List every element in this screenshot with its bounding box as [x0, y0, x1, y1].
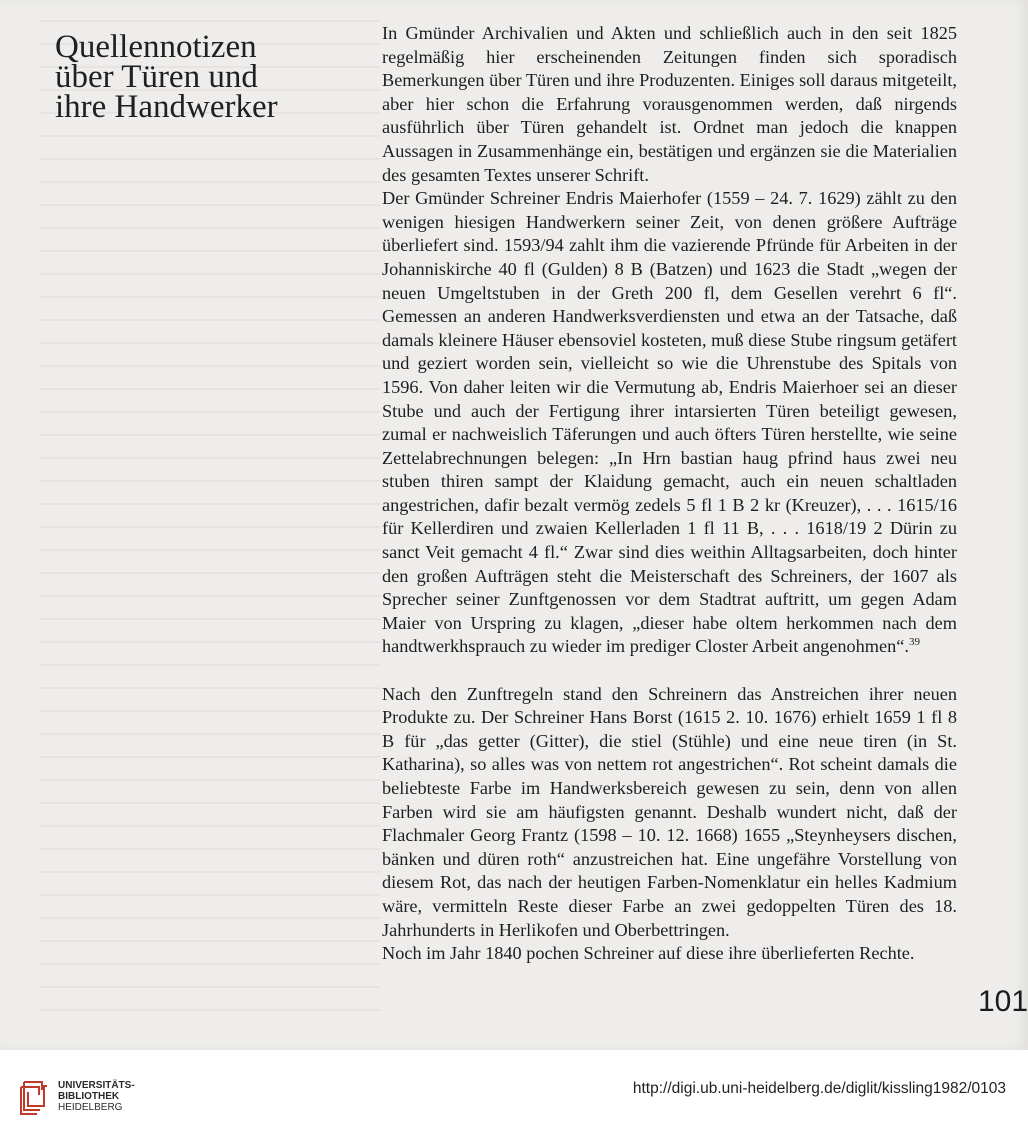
paragraph-3: Nach den Zunftregeln stand den Schreinern das Anstreichen ihrer neuen Produkte zu. Der Schreiner Hans Borst (1615 2. 10. 1676) erhielt 1659 1 fl 8 B für „das getter (Gitter), die stiel (Stühle) und eine neue tiren (in St. Katharina), so alles was von nettem rot angestrichen“. Rot scheint damals die beliebteste Farbe im Handwerksbereich gewesen zu sein, denn von allen Farben wird sie am häufigsten genannt. Deshalb wundert nicht, daß der Flachmaler Georg Frantz (1598 – 10. 12. 1668) 1655 „Steynheysers dischen, bänken und düren roth“ anzustreichen hat. Eine ungefähre Vorstellung von diesem Rot, das nach der heutigen Farben-Nomenklatur ein helles Kadmium wäre, vermitteln Reste dieser Farbe an zwei gedoppelten Türen des 18. Jahrhunderts in Herlikofen und Oberbettringen. — [382, 683, 957, 940]
bleed-through-texture — [40, 20, 380, 1020]
library-logo-text — [58, 1080, 135, 1113]
heading-line-1: Quellennotizen — [55, 29, 257, 65]
paragraph-4: Noch im Jahr 1840 pochen Schreiner auf diese ihre überlieferten Rechte. — [382, 943, 915, 964]
paragraph-2-text: Der Gmünder Schreiner Endris Maierhofer (1559 – 24. 7. 1629) zählt zu den wenigen hiesigen Handwerkern seiner Zeit, von denen größere Aufträge überliefert sind. 1593/94 zahlt ihm die vazierende Pfründe für Arbeiten in der Johanniskirche 40 fl (Gulden) 8 B (Batzen) und 1623 die Stadt „wegen der neuen Umgeltstuben in der Greth 200 fl, dem Gesellen verehrt 6 fl“. Gemessen an anderen Handwerksverdiensten und etwa an der Tatsache, daß damals kleinere Häuser ebensoviel kosteten, muß diese Stube ringsum getäfert und geziert worden sein, vielleicht so wie die Uhrenstube des Spitals von 1596. Von daher leiten wir die Vermutung ab, Endris Maierhoer sei an dieser Stube und auch der Fertigung ihrer intarsierten Türen beteiligt gewesen, zumal er nachweislich Täferungen und auch öfters Türen herstellte, wie seine Zettelabrechnungen belegen: „In Hrn bastian haug pfrind haus zwei neu stuben thiren sampt der Klaidung gemacht, auch ein neuen schaltladen angestrichen, dafir bezalt vermög zedels 5 fl 1 B 2 kr (Kreuzer), . . . 1615/16 für Kellerdiren und zwaien Kellerladen 1 fl 11 B, . . . 1618/19 2 Dürin zu sanct Veit gemacht 4 fl.“ Zwar sind dies weithin Alltagsarbeiten, doch hinter den großen Aufträgen steht die Meisterschaft des Schreiners, der 1607 als Sprecher seiner Zunftgenossen vor dem Stadtrat auftritt, um gegen Adam Maier von Urspring zu klagen, „dieser habe oltem herkommen nach dem handtwerkhsprauch zu wieder im prediger Closter Arbeit angenohmen“. — [382, 188, 957, 657]
paragraph-1: In Gmünder Archivalien und Akten und schließlich auch in den seit 1825 regelmäßig hier erscheinenden Zeitungen finden sich sporadisch Bemerkungen über Türen und ihre Produzenten. Einiges soll daraus mitgeteilt, aber hier schon die Erfahrung vorausgenommen werden, daß nirgends ausführlich über Türen gehandelt ist. Ordnet man jedoch die knappen Aussagen in Zusammenhänge ein, bestätigen und ergänzen sie die Materialien des gesamten Textes unserer Schrift. — [382, 23, 957, 185]
body-text — [382, 22, 957, 966]
heading-line-2: über Türen und — [55, 59, 258, 95]
page-number: 101 — [978, 985, 1028, 1018]
paragraph-2 — [382, 187, 957, 659]
footnote-ref: 39 — [908, 636, 920, 649]
source-url[interactable]: http://digi.ub.uni-heidelberg.de/diglit/kissling1982/0103 — [632, 1080, 1006, 1097]
heading-line-3: ihre Handwerker — [55, 89, 278, 125]
logo-line-3: HEIDELBERG — [58, 1102, 123, 1113]
footer-bar — [0, 1050, 1028, 1140]
section-heading — [55, 29, 355, 125]
library-logo-icon — [18, 1076, 50, 1116]
logo-line-2: BIBLIOTHEK — [58, 1091, 120, 1102]
logo-line-1: UNIVERSITÄTS- — [58, 1080, 135, 1091]
